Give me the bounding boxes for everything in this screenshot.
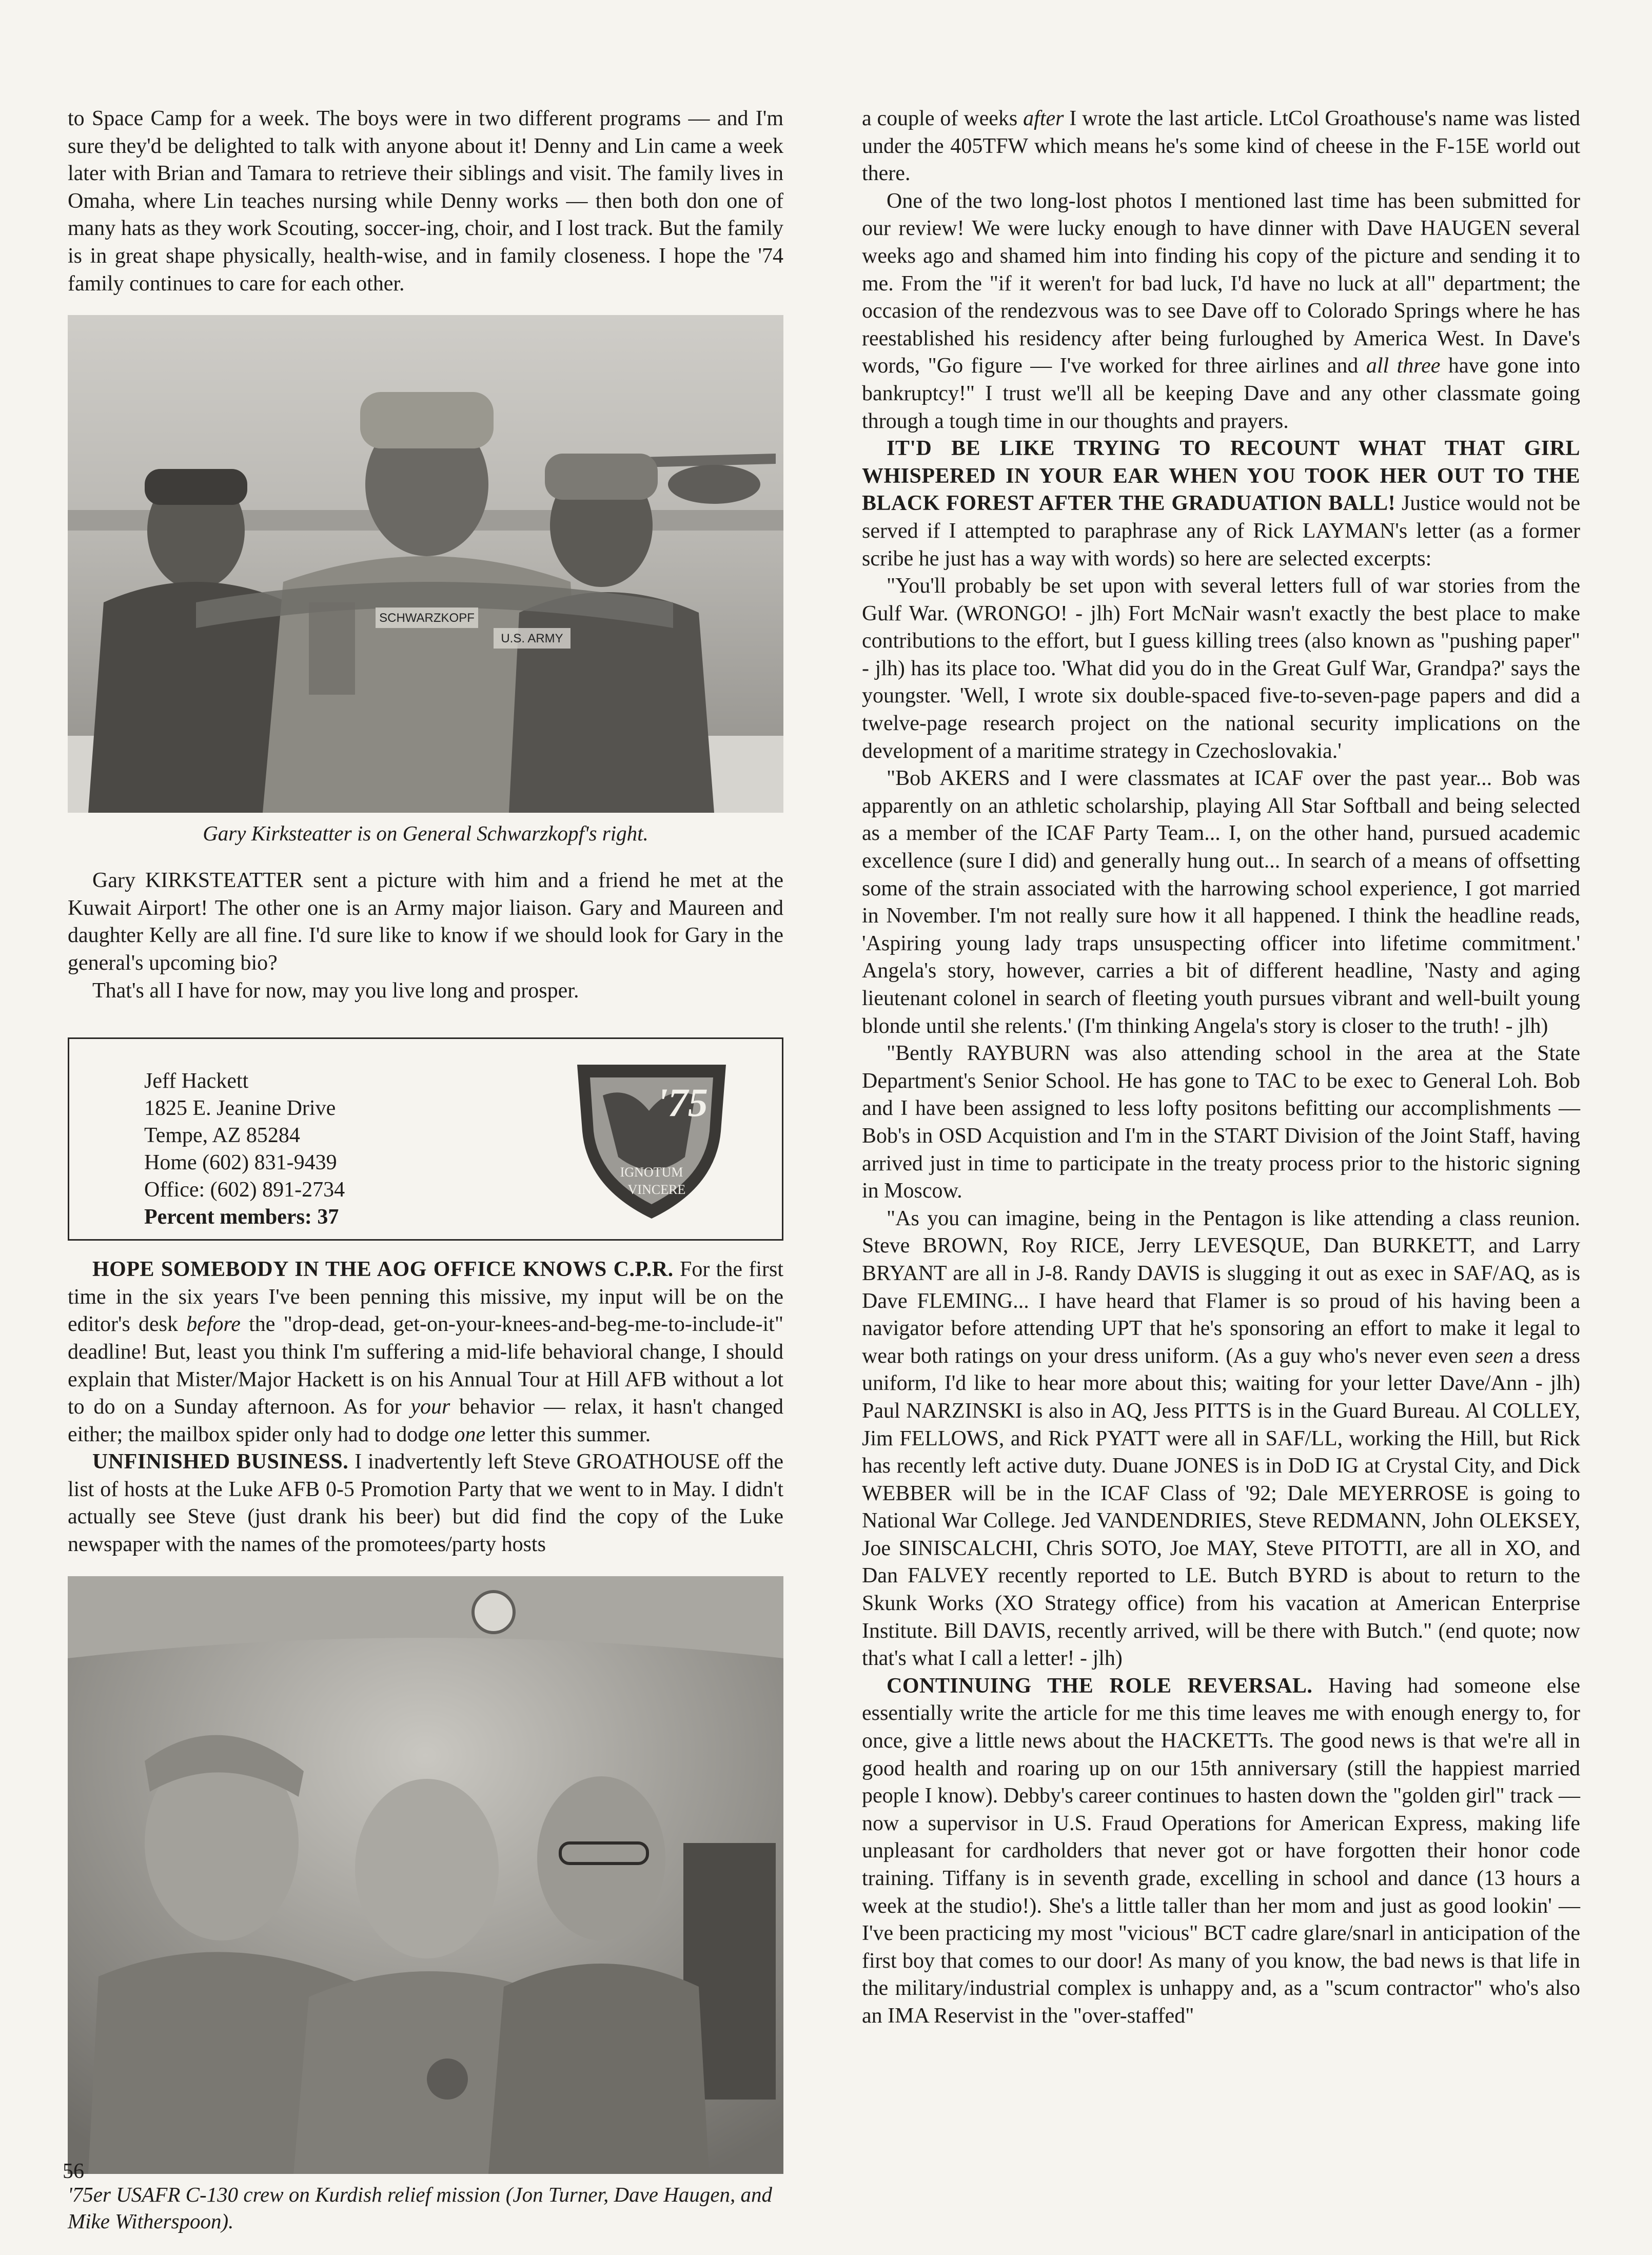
p1-a: a couple of weeks [862, 107, 1024, 130]
hope-em-2: your [410, 1395, 450, 1419]
pentagon-paragraph [862, 1205, 1580, 1673]
p7-a: "As you can imagine, being in the Pentagon is like attending a class reunion. Steve BROWN, Roy RICE, Jerry LEVESQUE, Dan BURKETT, and Larry BRYANT are all in J-8. Randy DAVIS is slugging it out as exec in SAF/AQ, as is Dave FLEMING... I have heard that Flamer is so proud of his having been a navigator before attending UPT that he's sponsoring an effort to make it legal to wear both ratings on your dress uniform. (As a guy who's never even [862, 1206, 1580, 1368]
layman-heading: IT'D BE LIKE TRYING TO RECOUNT WHAT THAT GIRL WHISPERED IN YOUR EAR WHEN YOU TOOK HER OUT TO THE BLACK FOREST AFTER THE GRADUATION BALL! [862, 437, 1580, 516]
address-office-phone: Office: (602) 891-2734 [144, 1178, 345, 1202]
haugen-paragraph [862, 188, 1580, 435]
gulf-war-paragraph: "You'll probably be set upon with several letters full of war stories from the Gulf War. (WRONGO! - jlh) Fort McNair wasn't exactly the best place to make contributions to the effort, but I guess killing trees (also known as "pushing paper" - jlh) has its place too. 'What did you do in the Great Gulf War, Grandpa?' says the youngster. 'Well, I wrote six double-spaced five-to-seven-page papers and did a twelve-page research project on the national security implications on the development of a maritime strategy in Czechoslovakia.' [862, 574, 1580, 763]
page-number: 56 [63, 2160, 84, 2183]
hope-body-3: behavior — relax, it hasn't changed either; the mailbox spider only had to dodge [68, 1395, 783, 1446]
class-crest-emblem [567, 1054, 736, 1224]
closing-paragraph: That's all I have for now, may you live long and prosper. [92, 978, 579, 1003]
photo-schwarzkopf-group [68, 315, 783, 813]
address-home-phone: Home (602) 831-9439 [144, 1151, 337, 1175]
unfinished-paragraph [68, 1448, 783, 1558]
gary-paragraph: Gary KIRKSTEATTER sent a picture with him and a friend he met at the Kuwait Airport! The other one is an Army major liaison. Gary and Maureen and daughter Kelly are all fine. I'd sure like to know if we should look for Gary in the general's upcoming bio? [68, 869, 783, 975]
patch-us-army: U.S. ARMY [501, 632, 563, 646]
rayburn-paragraph: "Bently RAYBURN was also attending school in the area at the State Department's Senior School. He has gone to TAC to be exec to General Loh. Bob and I have been assigned to less lofty positons befitting our accomplishments — Bob's in OSD Acquistion and I'm in the START Division of the Joint Staff, having arrived just in time to participate in the treaty process prior to the historic signing in Moscow. [862, 1042, 1580, 1203]
p7-em: seen [1475, 1344, 1514, 1368]
address-city: Tempe, AZ 85284 [144, 1124, 300, 1148]
layman-intro-body: Justice would not be served if I attempted to paraphrase any of Rick LAYMAN's letter (as a former scribe he just has a way with words) so here are selected excerpts: [862, 492, 1580, 571]
hope-body-2: the "drop-dead, get-on-your-knees-and-beg-me-to-include-it" deadline! But, least you think I'm suffering a mid-life behavioral change, I should explain that Mister/Major Hackett is on his Annual Tour at Hill AFB without a lot to do on a Sunday afternoon. As for [68, 1312, 783, 1419]
right-column [862, 105, 1580, 2030]
role-reversal-paragraph [862, 1673, 1580, 2030]
photo-c130-image [68, 1576, 783, 2174]
intro-paragraph: to Space Camp for a week. The boys were in two different programs — and I'm sure they'd be delighted to talk with anyone about it! Denny and Lin came a week later with Brian and Tamara to retrieve their siblings and visit. The family lives in Omaha, where Lin teaches nursing while Denny works — then both don one of many hats as they work Scouting, soccer-ing, choir, and I lost track. But the family is in great shape physically, health-wise, and in family closeness. I hope the '74 family continues to care for each other. [68, 107, 783, 296]
address-lines [144, 1068, 345, 1231]
address-percent-members: Percent members: 37 [144, 1205, 339, 1229]
p7-b: a dress uniform, I'd like to hear more about this; waiting for your letter Dave/Ann - jlh) Paul NARZINSKI is also in AQ, Jess PITTS is in the Guard Bureau. Al COLLEY, Jim FELLOWS, and Rick PYATT were all in SAF/LL, working the Hill, but Rick has recently left active duty. Duane JONES is in DoD IG at Crystal City, and Dick WEBBER will be in the ICAF Class of '92; Dale MEYERROSE is going to National War College. Jed VANDENDRIES, Steve REDMANN, John OLEKSEY, Joe SINISCALCHI, Chris SOTO, Joe MAY, Steve PITOTTI, are all in XO, and Dan FALVEY recently reported to LE. Butch BYRD is about to return to the Skunk Works (XO Strategy office) from his vacation at American Enterprise Institute. Bill DAVIS, recently arrived, will be there with Butch." (end quote; now that's what I call a letter! - jlh) [862, 1344, 1581, 1671]
photo2-caption: '75er USAFR C-130 crew on Kurdish relief mission (Jon Turner, Dave Haugen, and Mike Witherspoon). [68, 2182, 773, 2233]
unfinished-body: I inadvertently left Steve GROATHOUSE off the list of hosts at the Luke AFB 0-5 Promotion Party that we went to in May. I didn't actually see Steve (just drank his beer) but did find the copy of the Luke newspaper with the names of the promotees/party hosts [68, 1450, 783, 1557]
role-reversal-body: Having had someone else essentially write the article for me this time leaves me with enough energy to, for once, give a little news about the HACKETTs. The good news is that we're all in good health and roaring up on our 15th anniversary (still the happiest married people I know). Debby's career continues to hasten down the "golden girl" track — now a supervisor in U.S. Fraud Operations for American Express, making life unpleasant for cardholders that never got or have forgotten their honor code training. Tiffany is in seventh grade, excelling in school and dance (13 hours a week at the studio!). She's a little taller than her mom and just as good lookin' — I've been practicing my most "vicious" BCT cadre glare/snarl in anticipation of the first boy that comes to our door! As many of you know, the bad news is that life in the military/industrial complex is unhappy and, as a "scum contractor" who's also an IMA Reservist in the "over-staffed" [862, 1674, 1580, 2028]
role-reversal-heading: CONTINUING THE ROLE REVERSAL. [887, 1674, 1313, 1698]
hope-em-1: before [186, 1312, 241, 1337]
p1-em: after [1023, 107, 1064, 130]
hope-em-3: one [454, 1422, 486, 1446]
crest-motto-1: IGNOTUM [620, 1165, 683, 1180]
address-name: Jeff Hackett [144, 1069, 249, 1093]
akers-paragraph: "Bob AKERS and I were classmates at ICAF over the past year... Bob was apparently on an athletic scholarship, playing All Star Softball and being selected as a member of the ICAF Party Team... I, on the other hand, pursued academic excellence (sure I did) and generally hung out... In search of a means of offsetting some of the strain associated with the harrowing school experience, I got married in November. I'm not really sure how it all happened. I think the headline reads, 'Aspiring young lady traps unsuspecting officer into lifetime commitment.' Angela's story, however, carries a bit of different headline, 'Nasty and aging lieutenant colonel in search of fleeting youth pursues vibrant and well-built young blonde until she relents.' (I'm thinking Angela's story is closer to the truth! - jlh) [862, 767, 1580, 1038]
photo-c130-crew [68, 1576, 783, 2174]
photo-schwarzkopf-image [68, 315, 783, 813]
hope-body-4: letter this summer. [485, 1422, 651, 1446]
address-street: 1825 E. Jeanine Drive [144, 1096, 336, 1121]
p1-b: I wrote the last article. LtCol Groathouse's name was listed under the 405TFW which means he's some kind of cheese in the F-15E world out there. [862, 107, 1580, 186]
crest-year: '75 [657, 1080, 708, 1125]
hope-body-1: For the first time in the six years I've been penning this missive, my input will be on the editor's desk [68, 1258, 783, 1337]
p2-b: have gone into bankruptcy!" I trust we'll all be keeping Dave and any other classmate going through a tough time in our thoughts and prayers. [862, 354, 1581, 433]
left-column [68, 105, 783, 2255]
photo1-caption: Gary Kirksteatter is on General Schwarzkopf's right. [203, 821, 648, 846]
p2-a: One of the two long-lost photos I mentioned last time has been submitted for our review! We were lucky enough to have dinner with Dave HAUGEN several weeks ago and shamed him into finding his copy of the picture and sending it to me. From the "if it weren't for bad luck, I'd have no luck at all" department; the occasion of the rendezvous was to see Dave off to Colorado Springs where he has reestablished his residency after being furloughed by America West. In Dave's words, "Go figure — I've worked for three airlines and [862, 189, 1580, 378]
layman-intro-paragraph [862, 435, 1580, 573]
unfinished-heading: UNFINISHED BUSINESS. [92, 1450, 349, 1474]
crest-motto-2: VINCERE [627, 1182, 686, 1198]
patch-schwarzkopf: SCHWARZKOPF [379, 611, 475, 625]
groathouse-continued-paragraph [862, 105, 1580, 188]
address-box [68, 1037, 783, 1241]
hope-heading: HOPE SOMEBODY IN THE AOG OFFICE KNOWS C.P.R. [92, 1258, 674, 1282]
hope-paragraph [68, 1256, 783, 1448]
p2-em: all three [1366, 354, 1441, 378]
